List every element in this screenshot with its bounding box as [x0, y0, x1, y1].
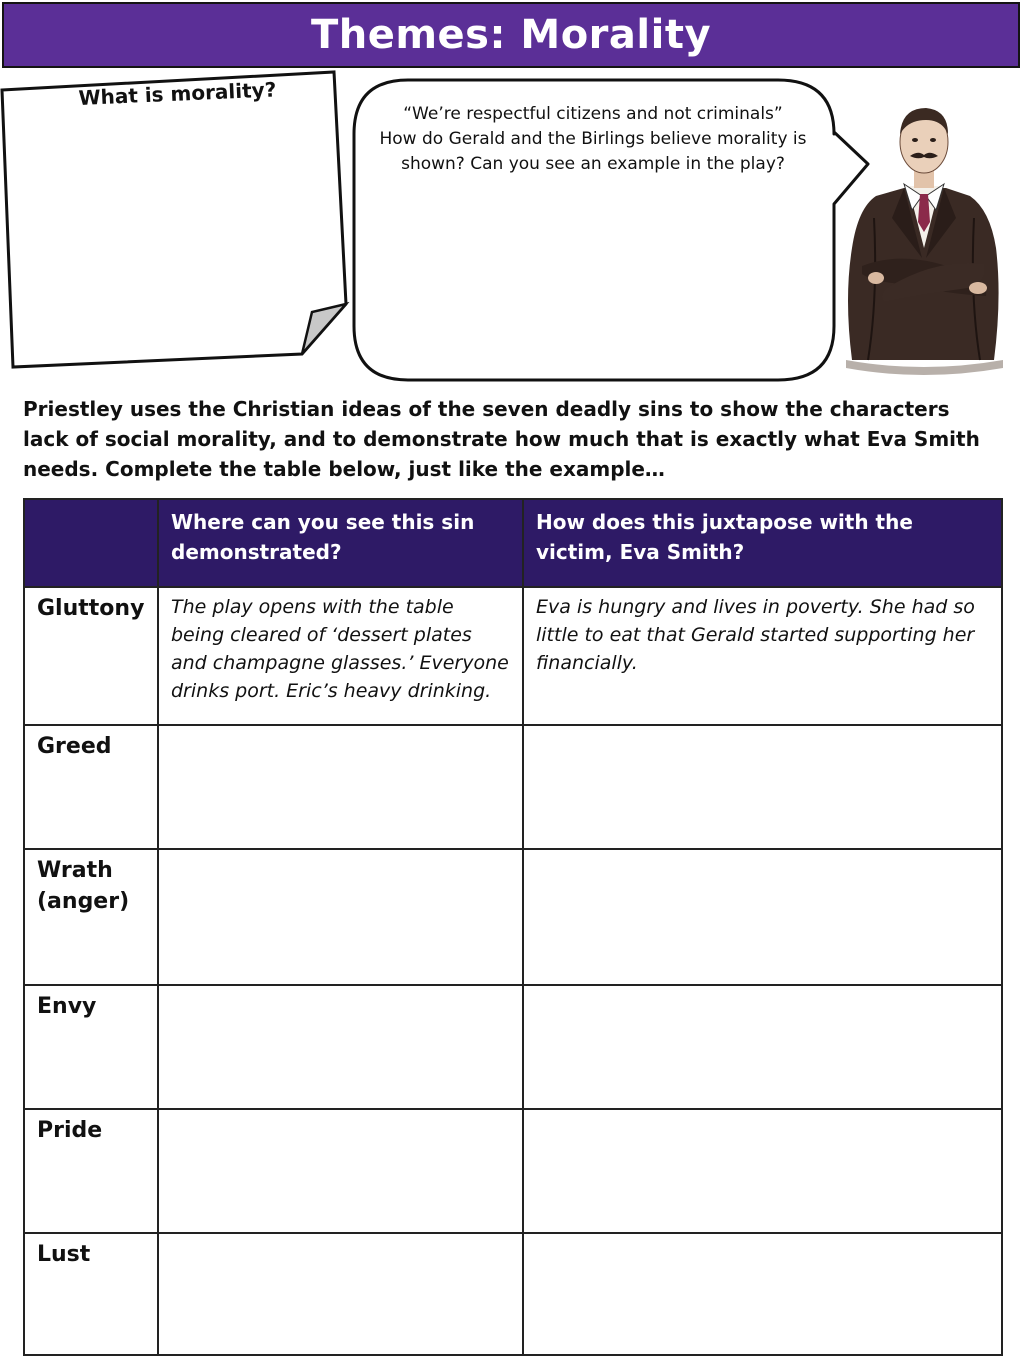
intro-paragraph: Priestley uses the Christian ideas of the seven deadly sins to show the characters lack of social morality, and to demonstrate how much that is exactly what Eva Smith needs. Complete the table below, just like the example…: [23, 397, 980, 481]
where-cell[interactable]: [158, 849, 523, 985]
header-cell-sin: [24, 499, 158, 587]
sticky-note-shape: [0, 68, 352, 373]
header-cell-juxtapose: How does this juxtapose with the victim, Eva Smith?: [523, 499, 1002, 587]
sin-lust: Lust: [24, 1233, 158, 1355]
sin-envy: Envy: [24, 985, 158, 1109]
where-cell[interactable]: [158, 1109, 523, 1233]
sin-greed: Greed: [24, 725, 158, 849]
bubble-prompt: [372, 102, 814, 177]
bubble-question-line-2: shown? Can you see an example in the play?: [401, 154, 785, 174]
bubble-question-line-1: How do Gerald and the Birlings believe morality is: [379, 129, 807, 149]
table-row: [24, 849, 1002, 985]
table-row: [24, 725, 1002, 849]
note-title: What is morality?: [78, 77, 277, 110]
juxtapose-cell[interactable]: [523, 849, 1002, 985]
sin-gluttony: Gluttony: [24, 587, 158, 725]
where-cell[interactable]: The play opens with the table being cleared of ‘dessert plates and champagne glasses.’ Everyone drinks port. Eric’s heavy drinking.: [158, 587, 523, 725]
gentleman-figure-icon: [838, 98, 1008, 376]
header-cell-where: Where can you see this sin demonstrated?: [158, 499, 523, 587]
sins-table: [23, 498, 1003, 1356]
speech-bubble: [350, 76, 875, 388]
table-row: [24, 985, 1002, 1109]
bubble-quote: “We’re respectful citizens and not criminals”: [403, 104, 783, 124]
juxtapose-cell[interactable]: [523, 1233, 1002, 1355]
table-row: [24, 1109, 1002, 1233]
where-cell[interactable]: [158, 1233, 523, 1355]
juxtapose-cell[interactable]: Eva is hungry and lives in poverty. She had so little to eat that Gerald started supporting her financially.: [523, 587, 1002, 725]
page-title: Themes: Morality: [310, 12, 712, 58]
sin-pride: Pride: [24, 1109, 158, 1233]
title-banner: [2, 2, 1020, 68]
where-cell[interactable]: [158, 985, 523, 1109]
table-row: [24, 587, 1002, 725]
table-header-row: [24, 499, 1002, 587]
juxtapose-cell[interactable]: [523, 1109, 1002, 1233]
juxtapose-cell[interactable]: [523, 725, 1002, 849]
sin-wrath: [24, 849, 158, 985]
sin-wrath-label: Wrath (anger): [37, 858, 130, 914]
table-row: [24, 1233, 1002, 1355]
sticky-note: [0, 68, 352, 373]
where-cell[interactable]: [158, 725, 523, 849]
juxtapose-cell[interactable]: [523, 985, 1002, 1109]
